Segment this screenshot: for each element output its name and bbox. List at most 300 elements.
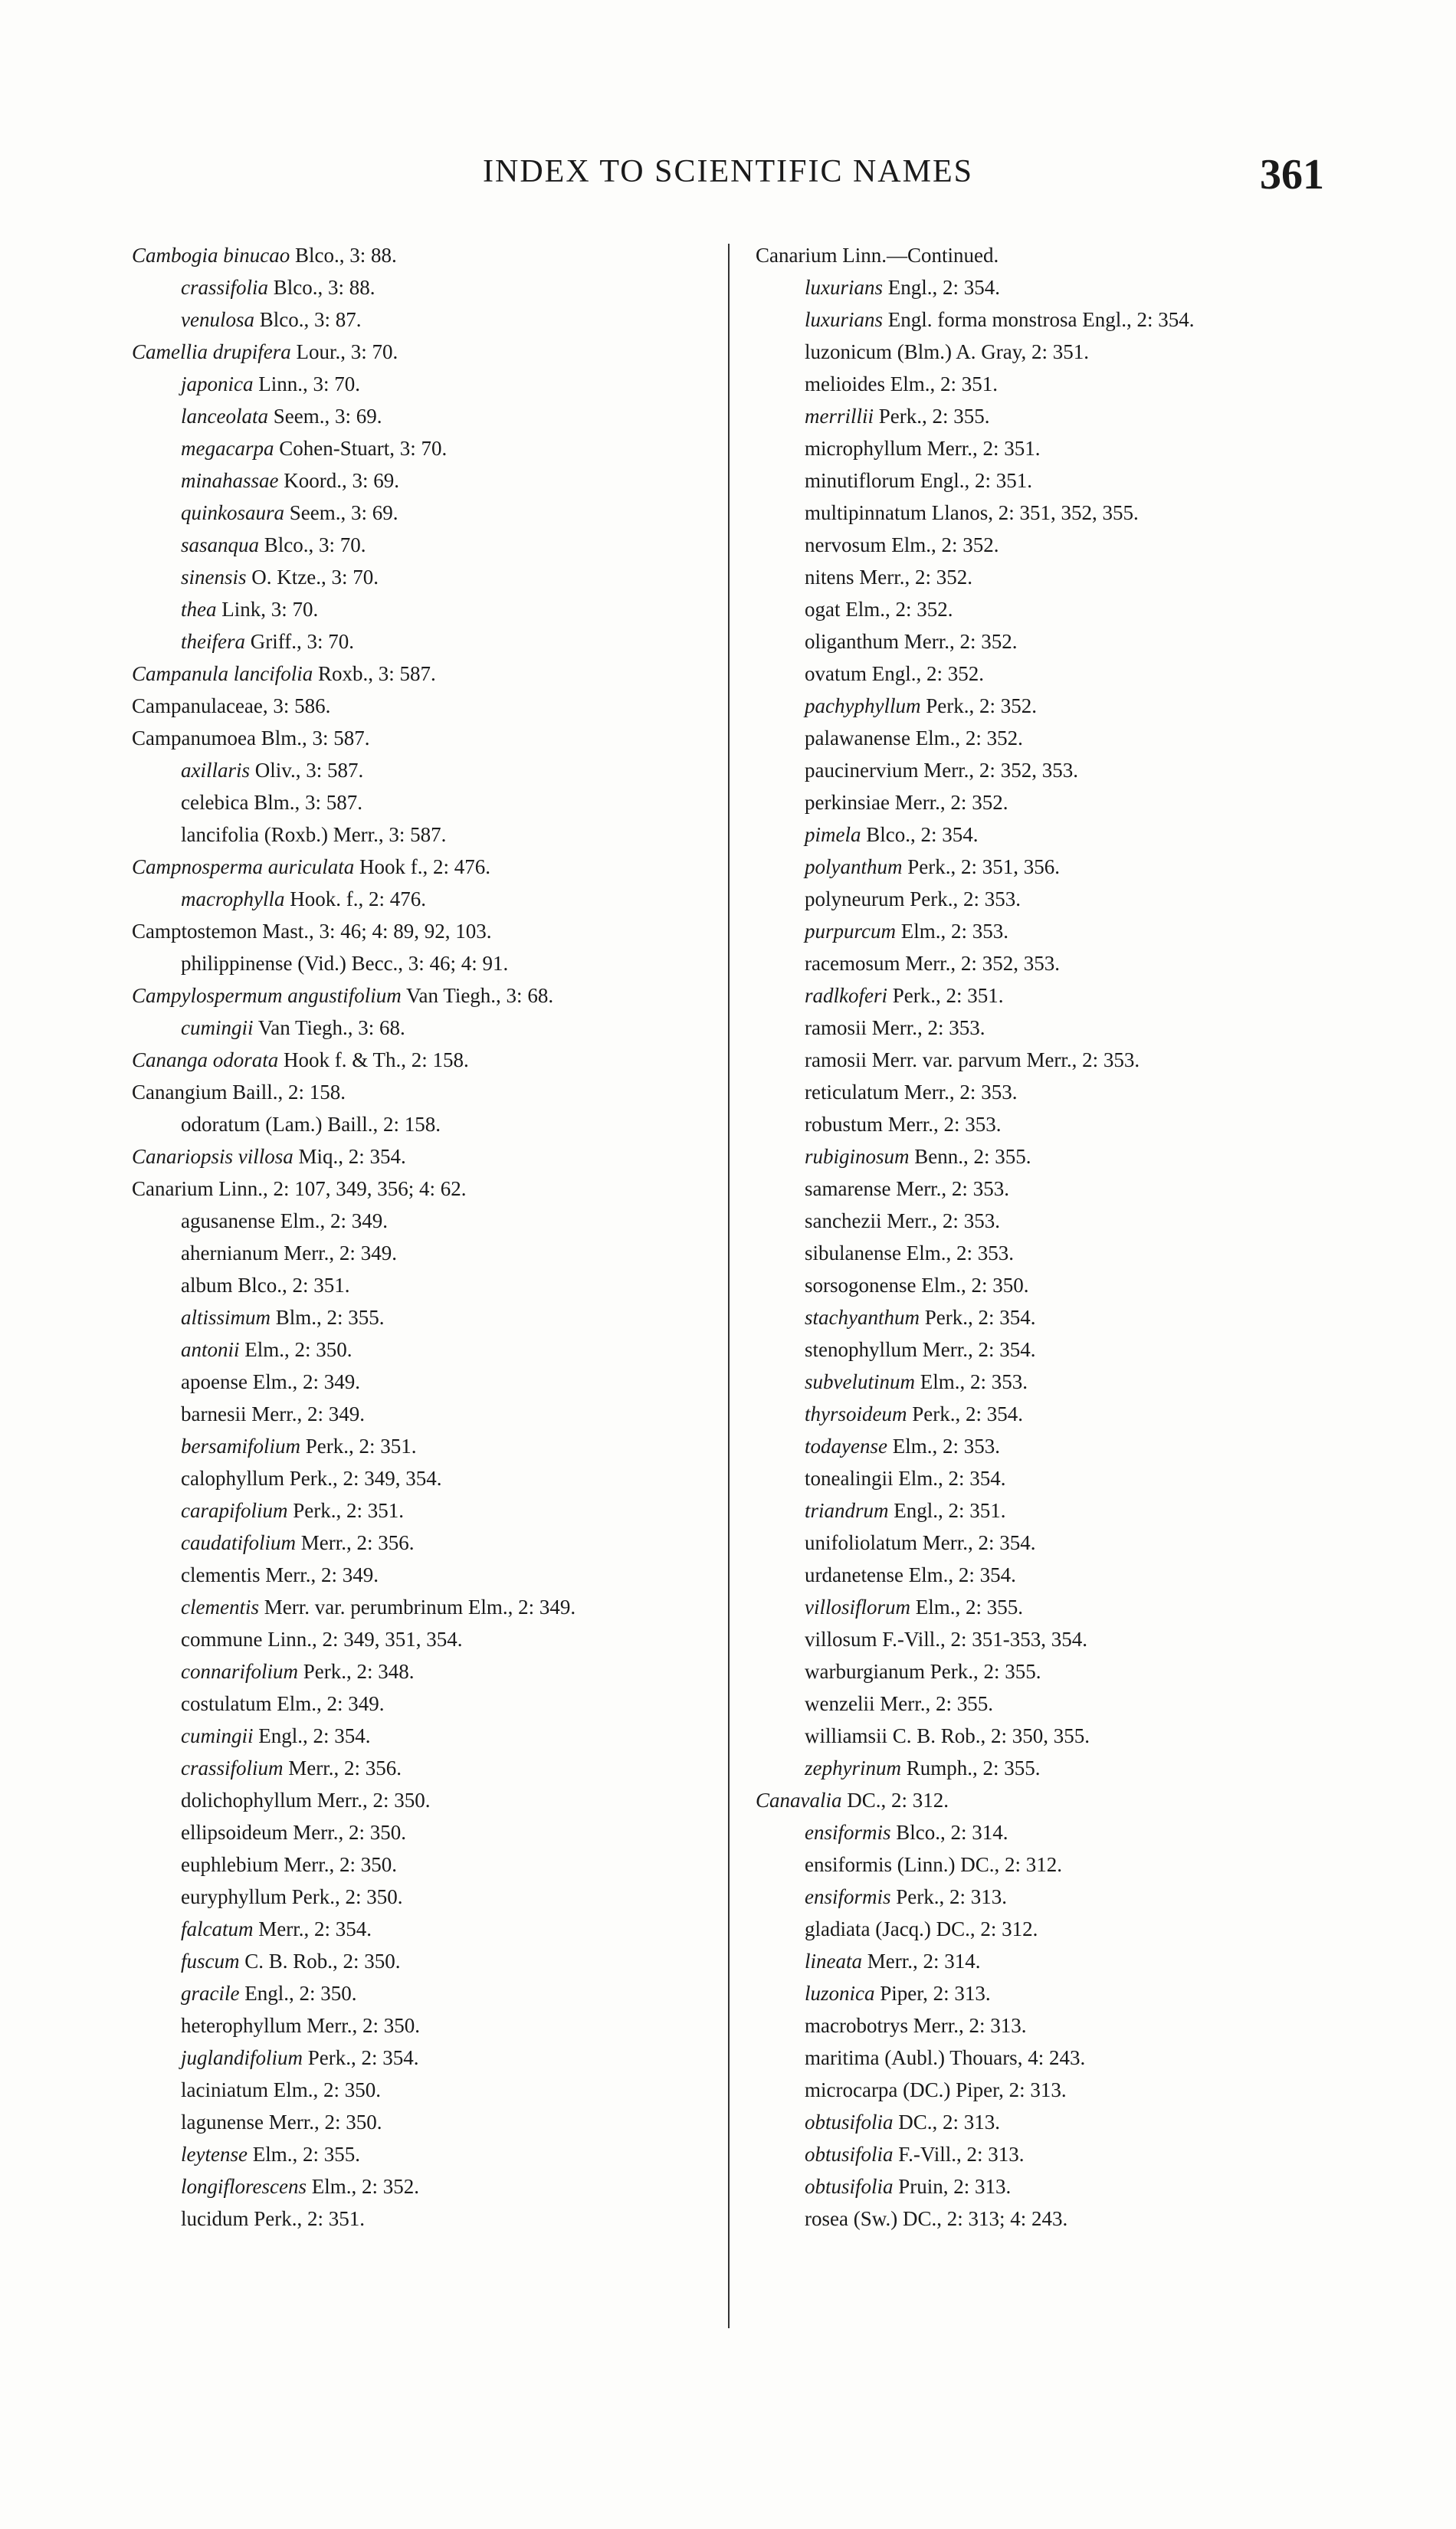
index-entry-name: villosum xyxy=(805,1628,877,1651)
index-entry-reference: Perk., 2: 353. xyxy=(910,887,1021,910)
column-divider xyxy=(728,244,730,2328)
index-entry-name: Canarium xyxy=(132,1177,214,1200)
index-entry-name: ensiformis xyxy=(805,1853,892,1876)
index-entry xyxy=(756,1269,1361,1301)
index-entry-name: obtusifolia xyxy=(805,2111,894,2134)
index-entry-name: falcatum xyxy=(181,1917,254,1940)
index-entry xyxy=(756,947,1361,979)
index-entry-reference: (DC.) Piper, 2: 313. xyxy=(903,2078,1067,2101)
index-entry xyxy=(132,690,737,722)
index-entry-reference: Merr., 2: 352. xyxy=(859,566,972,589)
index-entry-reference: Perk., 2: 350. xyxy=(291,1885,403,1908)
index-entry-name: ahernianum xyxy=(181,1242,279,1264)
index-entry xyxy=(756,432,1361,464)
index-entry xyxy=(756,529,1361,561)
index-entry-name: thyrsoideum xyxy=(805,1402,907,1425)
index-entry-name: thea xyxy=(181,598,217,621)
index-entry-reference: Merr., 2: 350. xyxy=(293,1821,406,1844)
index-entry-reference: Hook f., 2: 476. xyxy=(359,855,490,878)
index-entry-name: paucinervium xyxy=(805,759,919,782)
index-entry-reference: F.-Vill., 2: 351-353, 354. xyxy=(882,1628,1087,1651)
index-entry xyxy=(132,2170,737,2203)
index-column-right xyxy=(756,239,1361,2235)
index-entry xyxy=(132,1688,737,1720)
index-entry-name: venulosa xyxy=(181,308,254,331)
index-entry-name: Canarium xyxy=(756,244,838,267)
index-entry-reference: Merr., 2: 352. xyxy=(894,791,1008,814)
index-entry xyxy=(132,947,737,979)
index-entry xyxy=(132,2138,737,2170)
index-entry xyxy=(756,368,1361,400)
index-entry-reference: Merr., 2: 354. xyxy=(922,1338,1036,1361)
index-entry-name: racemosum xyxy=(805,952,900,975)
index-entry-name: polyneurum xyxy=(805,887,905,910)
index-entry-name: euphlebium xyxy=(181,1853,279,1876)
index-entry xyxy=(132,464,737,497)
index-entry xyxy=(132,271,737,303)
index-entry-name: tonealingii xyxy=(805,1467,894,1490)
index-entry xyxy=(756,1977,1361,2009)
index-entry xyxy=(132,529,737,561)
index-entry-name: nitens xyxy=(805,566,854,589)
index-entry xyxy=(132,851,737,883)
index-entry xyxy=(756,1140,1361,1173)
index-entry-name: villosiflorum xyxy=(805,1596,911,1619)
index-entry-name: fuscum xyxy=(181,1950,240,1973)
index-entry-name: sorsogonense xyxy=(805,1274,917,1297)
index-entry xyxy=(132,1044,737,1076)
index-entry-name: unifoliolatum xyxy=(805,1531,917,1554)
index-entry-reference: (Vid.) Becc., 3: 46; 4: 91. xyxy=(297,952,509,975)
index-entry-name: ensiformis xyxy=(805,1885,891,1908)
index-entry xyxy=(132,754,737,786)
index-entry-reference: F.-Vill., 2: 313. xyxy=(898,2143,1025,2166)
index-entry xyxy=(132,1430,737,1462)
index-entry xyxy=(756,1559,1361,1591)
index-entry-name: caudatifolium xyxy=(181,1531,296,1554)
index-entry-reference: Engl., 2: 354. xyxy=(887,276,1001,299)
running-title: INDEX TO SCIENTIFIC NAMES xyxy=(483,154,973,189)
index-entry xyxy=(132,1108,737,1140)
index-entry-reference: Merr., 2: 353. xyxy=(887,1113,1002,1136)
index-entry-name: gracile xyxy=(181,1982,240,2005)
index-entry xyxy=(756,754,1361,786)
index-entry xyxy=(756,1494,1361,1527)
index-entry xyxy=(132,2074,737,2106)
index-entry-reference: Perk., 2: 351. xyxy=(254,2207,365,2230)
index-entry xyxy=(756,2170,1361,2203)
index-entry-name: agusanense xyxy=(181,1209,275,1232)
index-entry xyxy=(756,2138,1361,2170)
index-entry-name: radlkoferi xyxy=(805,984,887,1007)
index-entry-reference: Merr., 2: 350. xyxy=(284,1853,397,1876)
index-entry xyxy=(132,1655,737,1688)
index-entry-reference: Merr., 2: 353. xyxy=(896,1177,1009,1200)
index-entry-name: axillaris xyxy=(181,759,251,782)
index-entry xyxy=(756,2009,1361,2042)
index-entry xyxy=(132,1076,737,1108)
index-entry-reference: Merr., 2: 350. xyxy=(316,1789,431,1812)
index-entry-name: obtusifolia xyxy=(805,2175,894,2198)
index-entry xyxy=(132,786,737,818)
index-entry xyxy=(132,883,737,915)
index-entry-name: commune xyxy=(181,1628,263,1651)
index-entry xyxy=(756,851,1361,883)
index-entry-name: heterophyllum xyxy=(181,2014,302,2037)
index-entry xyxy=(132,1784,737,1816)
index-entry-reference: Perk., 2: 355. xyxy=(878,405,990,428)
index-entry-reference: Elm., 2: 350. xyxy=(921,1274,1029,1297)
index-entry-reference: Blco., 3: 87. xyxy=(259,308,362,331)
index-entry-name: Cananga odorata xyxy=(132,1048,279,1071)
index-entry-name: theifera xyxy=(181,630,245,653)
index-entry-name: antonii xyxy=(181,1338,240,1361)
index-entry-reference: Blm., 3: 587. xyxy=(254,791,362,814)
index-entry-reference: Merr., 2: 349. xyxy=(265,1563,379,1586)
index-entry xyxy=(132,1301,737,1333)
index-entry-reference: C. B. Rob., 2: 350. xyxy=(244,1950,401,1973)
index-entry-reference: Engl., 2: 352. xyxy=(871,662,984,685)
index-entry xyxy=(756,1044,1361,1076)
index-entry-name: purpurcum xyxy=(805,920,896,943)
index-entry-reference: Perk., 2: 351. xyxy=(892,984,1004,1007)
index-entry-name: philippinense xyxy=(181,952,293,975)
index-entry-reference: Merr. var. perumbrinum Elm., 2: 349. xyxy=(264,1596,576,1619)
index-entry-reference: Elm., 2: 353. xyxy=(920,1370,1028,1393)
index-entry-reference: Perk., 2: 354. xyxy=(307,2046,419,2069)
index-entry-name: stenophyllum xyxy=(805,1338,917,1361)
index-entry xyxy=(756,1816,1361,1848)
index-entry xyxy=(132,497,737,529)
index-entry-reference: Elm., 2: 350. xyxy=(273,2078,381,2101)
index-entry-reference: Merr., 2: 356. xyxy=(300,1531,415,1554)
index-entry-name: Canangium xyxy=(132,1081,228,1104)
index-entry-reference: Baill., 2: 158. xyxy=(232,1081,346,1104)
index-entry-reference: Elm., 2: 355. xyxy=(252,2143,360,2166)
index-entry xyxy=(756,1752,1361,1784)
index-entry-name: cumingii xyxy=(181,1016,254,1039)
index-entry-reference: Lour., 3: 70. xyxy=(296,340,398,363)
index-entry xyxy=(756,979,1361,1012)
index-entry-name: pimela xyxy=(805,823,861,846)
index-entry-reference: Perk., 2: 349, 354. xyxy=(289,1467,442,1490)
index-entry-reference: (Blm.) A. Gray, 2: 351. xyxy=(897,340,1089,363)
index-entry xyxy=(132,1237,737,1269)
index-entry-reference: Oliv., 3: 587. xyxy=(254,759,364,782)
index-entry-reference: Engl., 2: 351. xyxy=(894,1499,1006,1522)
index-entry xyxy=(132,400,737,432)
index-entry-reference: (Aubl.) Thouars, 4: 243. xyxy=(884,2046,1086,2069)
index-entry xyxy=(132,1140,737,1173)
index-entry-reference: Merr., 2: 351. xyxy=(926,437,1041,460)
index-entry-name: ogat xyxy=(805,598,841,621)
index-entry-name: sanchezii xyxy=(805,1209,882,1232)
index-entry-reference: Merr., 2: 349. xyxy=(284,1242,397,1264)
index-entry-reference: Blco., 2: 351. xyxy=(238,1274,350,1297)
index-entry-reference: Van Tiegh., 3: 68. xyxy=(257,1016,405,1039)
index-entry-name: euryphyllum xyxy=(181,1885,287,1908)
index-entry-name: sasanqua xyxy=(181,533,260,556)
index-entry-reference: (Sw.) DC., 2: 313; 4: 243. xyxy=(853,2207,1068,2230)
index-entry-name: altissimum xyxy=(181,1306,271,1329)
index-entry-reference: Link, 3: 70. xyxy=(221,598,319,621)
index-entry-reference: Merr., 2: 356. xyxy=(288,1757,402,1779)
index-entry xyxy=(132,658,737,690)
index-entry-name: microphyllum xyxy=(805,437,922,460)
index-entry xyxy=(132,1720,737,1752)
index-entry xyxy=(132,1913,737,1945)
index-entry-name: luxurians xyxy=(805,308,884,331)
index-entry-name: connarifolium xyxy=(181,1660,298,1683)
index-entry-reference: Van Tiegh., 3: 68. xyxy=(406,984,554,1007)
index-entry xyxy=(132,432,737,464)
index-entry xyxy=(756,303,1361,336)
index-entry-name: carapifolium xyxy=(181,1499,288,1522)
index-entry-name: juglandifolium xyxy=(181,2046,303,2069)
index-entry-name: microcarpa xyxy=(805,2078,898,2101)
index-entry xyxy=(756,464,1361,497)
index-entry-name: sinensis xyxy=(181,566,247,589)
index-entry-reference: Hook. f., 2: 476. xyxy=(290,887,426,910)
index-entry xyxy=(756,1173,1361,1205)
index-entry-name: Campanulaceae, xyxy=(132,694,268,717)
index-entry-reference: Elm., 2: 349. xyxy=(277,1692,385,1715)
index-entry xyxy=(132,239,737,271)
index-entry-reference: Merr., 2: 350. xyxy=(268,2111,382,2134)
page-number: 361 xyxy=(1260,151,1324,198)
index-entry xyxy=(756,593,1361,625)
index-entry-name: bersamifolium xyxy=(181,1435,301,1458)
index-entry xyxy=(132,979,737,1012)
index-entry-reference: Elm., 2: 354. xyxy=(898,1467,1006,1490)
index-entry-name: samarense xyxy=(805,1177,891,1200)
index-entry xyxy=(132,2203,737,2235)
index-entry-reference: DC., 2: 313. xyxy=(898,2111,1001,2134)
index-entry xyxy=(756,1784,1361,1816)
index-entry-name: lucidum xyxy=(181,2207,249,2230)
index-entry-reference: Perk., 2: 354. xyxy=(912,1402,1023,1425)
index-entry xyxy=(132,1205,737,1237)
index-entry-reference: Blm., 2: 355. xyxy=(275,1306,385,1329)
index-entry-reference: Llanos, 2: 351, 352, 355. xyxy=(931,501,1139,524)
index-entry-name: calophyllum xyxy=(181,1467,284,1490)
index-entry xyxy=(756,1591,1361,1623)
index-entry-name: crassifolium xyxy=(181,1757,284,1779)
index-entry-reference: Elm., 2: 351. xyxy=(890,372,998,395)
index-entry-reference: Linn., 2: 349, 351, 354. xyxy=(267,1628,463,1651)
index-entry xyxy=(132,368,737,400)
index-entry xyxy=(132,1398,737,1430)
index-entry-name: quinkosaura xyxy=(181,501,284,524)
index-entry xyxy=(132,561,737,593)
index-entry-reference: Cohen-Stuart, 3: 70. xyxy=(279,437,448,460)
index-entry-reference: (Roxb.) Merr., 3: 587. xyxy=(264,823,447,846)
index-entry-name: warburgianum xyxy=(805,1660,925,1683)
index-entry-reference: Engl., 2: 354. xyxy=(258,1724,371,1747)
index-entry-name: clementis xyxy=(181,1563,261,1586)
index-entry-reference: DC., 2: 312. xyxy=(847,1789,949,1812)
index-entry xyxy=(132,593,737,625)
index-entry-name: lancifolia xyxy=(181,823,259,846)
index-entry xyxy=(756,1945,1361,1977)
index-entry-name: odoratum xyxy=(181,1113,261,1136)
index-entry xyxy=(132,1462,737,1494)
index-entry-name: Campnosperma auriculata xyxy=(132,855,355,878)
index-entry-reference: Merr., 2: 354. xyxy=(922,1531,1036,1554)
index-entry-name: Campylospermum angustifolium xyxy=(132,984,402,1007)
index-entry xyxy=(756,561,1361,593)
index-entry xyxy=(132,1816,737,1848)
index-entry xyxy=(756,1688,1361,1720)
index-entry-name: rubiginosum xyxy=(805,1145,910,1168)
index-entry-name: todayense xyxy=(805,1435,887,1458)
index-entry-reference: Merr., 2: 352, 353. xyxy=(905,952,1060,975)
index-entry-reference: Pruin, 2: 313. xyxy=(898,2175,1012,2198)
index-entry-reference: Engl. forma monstrosa Engl., 2: 354. xyxy=(887,308,1195,331)
index-entry-reference: Elm., 2: 352. xyxy=(845,598,953,621)
index-entry-reference: Merr., 2: 352, 353. xyxy=(923,759,1078,782)
index-entry-reference: Blco., 3: 88. xyxy=(273,276,375,299)
index-entry xyxy=(132,1333,737,1366)
index-entry-reference: Blm., 3: 587. xyxy=(261,727,370,750)
index-entry-reference: Linn.—Continued. xyxy=(842,244,999,267)
index-entry-name: megacarpa xyxy=(181,437,274,460)
index-entry xyxy=(756,1527,1361,1559)
index-entry-reference: Merr., 2: 313. xyxy=(913,2014,1027,2037)
index-entry-name: lagunense xyxy=(181,2111,264,2134)
index-entry xyxy=(132,1623,737,1655)
index-entry-reference: Linn., 3: 70. xyxy=(258,372,360,395)
index-entry xyxy=(132,303,737,336)
index-entry-reference: Merr. var. parvum Merr., 2: 353. xyxy=(871,1048,1140,1071)
index-entry xyxy=(132,915,737,947)
index-entry-reference: Merr., 2: 349. xyxy=(251,1402,365,1425)
index-entry-reference: Perk., 2: 351. xyxy=(305,1435,417,1458)
index-entry-name: clementis xyxy=(181,1596,259,1619)
index-entry xyxy=(756,1655,1361,1688)
index-entry-name: sibulanense xyxy=(805,1242,901,1264)
index-entry-name: Camptostemon xyxy=(132,920,257,943)
index-entry xyxy=(132,1366,737,1398)
index-entry xyxy=(756,1398,1361,1430)
index-entry-reference: Elm., 2: 349. xyxy=(252,1370,360,1393)
index-entry xyxy=(756,1205,1361,1237)
index-entry-reference: Engl., 2: 350. xyxy=(244,1982,357,2005)
index-entry xyxy=(756,1720,1361,1752)
index-entry-name: urdanetense xyxy=(805,1563,903,1586)
index-entry-reference: Merr., 2: 353. xyxy=(887,1209,1000,1232)
index-entry-name: macrobotrys xyxy=(805,2014,908,2037)
index-entry-name: celebica xyxy=(181,791,249,814)
index-entry-reference: Engl., 2: 351. xyxy=(920,469,1032,492)
index-entry xyxy=(132,1591,737,1623)
index-entry xyxy=(756,1430,1361,1462)
index-entry-name: Camellia drupifera xyxy=(132,340,291,363)
index-entry xyxy=(132,2042,737,2074)
index-entry xyxy=(756,1237,1361,1269)
index-entry xyxy=(756,1623,1361,1655)
index-entry xyxy=(132,336,737,368)
index-entry-name: minahassae xyxy=(181,469,279,492)
index-entry xyxy=(132,1945,737,1977)
index-entry xyxy=(756,271,1361,303)
index-entry-reference: Merr., 2: 353. xyxy=(903,1081,1018,1104)
index-entry xyxy=(756,786,1361,818)
index-entry xyxy=(132,1752,737,1784)
index-entry-name: cumingii xyxy=(181,1724,254,1747)
index-entry-name: lineata xyxy=(805,1950,862,1973)
index-entry-name: oliganthum xyxy=(805,630,899,653)
index-entry-reference: Griff., 3: 70. xyxy=(250,630,354,653)
index-entry xyxy=(756,625,1361,658)
index-entry-reference: Perk., 2: 351, 356. xyxy=(907,855,1060,878)
index-entry xyxy=(756,1333,1361,1366)
index-entry xyxy=(756,1108,1361,1140)
index-entry-name: ovatum xyxy=(805,662,867,685)
index-entry xyxy=(756,2074,1361,2106)
index-entry xyxy=(132,2009,737,2042)
index-entry-name: Campanumoea xyxy=(132,727,256,750)
index-entry xyxy=(132,1881,737,1913)
index-entry-reference: Perk., 2: 348. xyxy=(303,1660,415,1683)
index-entry-name: luzonica xyxy=(805,1982,875,2005)
index-entry-reference: Seem., 3: 69. xyxy=(289,501,398,524)
index-entry xyxy=(756,1913,1361,1945)
index-entry xyxy=(756,2042,1361,2074)
index-entry-reference: Elm., 2: 352. xyxy=(311,2175,419,2198)
index-entry xyxy=(756,1881,1361,1913)
index-entry-name: multipinnatum xyxy=(805,501,926,524)
index-entry xyxy=(756,400,1361,432)
index-entry-name: lanceolata xyxy=(181,405,268,428)
index-entry-name: ensiformis xyxy=(805,1821,891,1844)
index-entry-reference: Blco., 3: 70. xyxy=(264,533,366,556)
index-entry-reference: Roxb., 3: 587. xyxy=(318,662,436,685)
index-entry-reference: Merr., 2: 354. xyxy=(258,1917,372,1940)
index-entry-name: subvelutinum xyxy=(805,1370,915,1393)
index-entry-name: Canavalia xyxy=(756,1789,842,1812)
index-column-left xyxy=(132,239,737,2235)
index-entry-name: robustum xyxy=(805,1113,884,1136)
index-entry-name: Campanula lancifolia xyxy=(132,662,313,685)
index-entry-name: polyanthum xyxy=(805,855,903,878)
index-entry-reference: Merr., 2: 314. xyxy=(867,1950,981,1973)
index-entry xyxy=(756,2106,1361,2138)
index-entry xyxy=(756,915,1361,947)
index-entry xyxy=(132,722,737,754)
index-entry-reference: (Jacq.) DC., 2: 312. xyxy=(875,1917,1038,1940)
index-entry-name: luxurians xyxy=(805,276,884,299)
index-entry xyxy=(756,722,1361,754)
index-entry-reference: Blco., 2: 354. xyxy=(866,823,979,846)
index-entry-reference: Miq., 2: 354. xyxy=(298,1145,406,1168)
index-entry xyxy=(132,818,737,851)
index-entry-reference: Elm., 2: 355. xyxy=(915,1596,1024,1619)
index-entry-reference: Piper, 2: 313. xyxy=(880,1982,991,2005)
index-entry xyxy=(132,1012,737,1044)
index-entry-reference: Linn., 2: 107, 349, 356; 4: 62. xyxy=(218,1177,467,1200)
index-entry-name: wenzelii xyxy=(805,1692,875,1715)
index-entry-reference: Elm., 2: 354. xyxy=(908,1563,1016,1586)
index-entry xyxy=(132,1848,737,1881)
index-entry-reference: Elm., 2: 353. xyxy=(900,920,1008,943)
index-entry-reference: Merr., 2: 352. xyxy=(903,630,1018,653)
index-entry-reference: Merr., 2: 350. xyxy=(307,2014,420,2037)
index-entry-reference: Elm., 2: 353. xyxy=(892,1435,1000,1458)
index-entry xyxy=(756,1301,1361,1333)
index-entry xyxy=(132,1494,737,1527)
index-entry-name: japonica xyxy=(181,372,254,395)
